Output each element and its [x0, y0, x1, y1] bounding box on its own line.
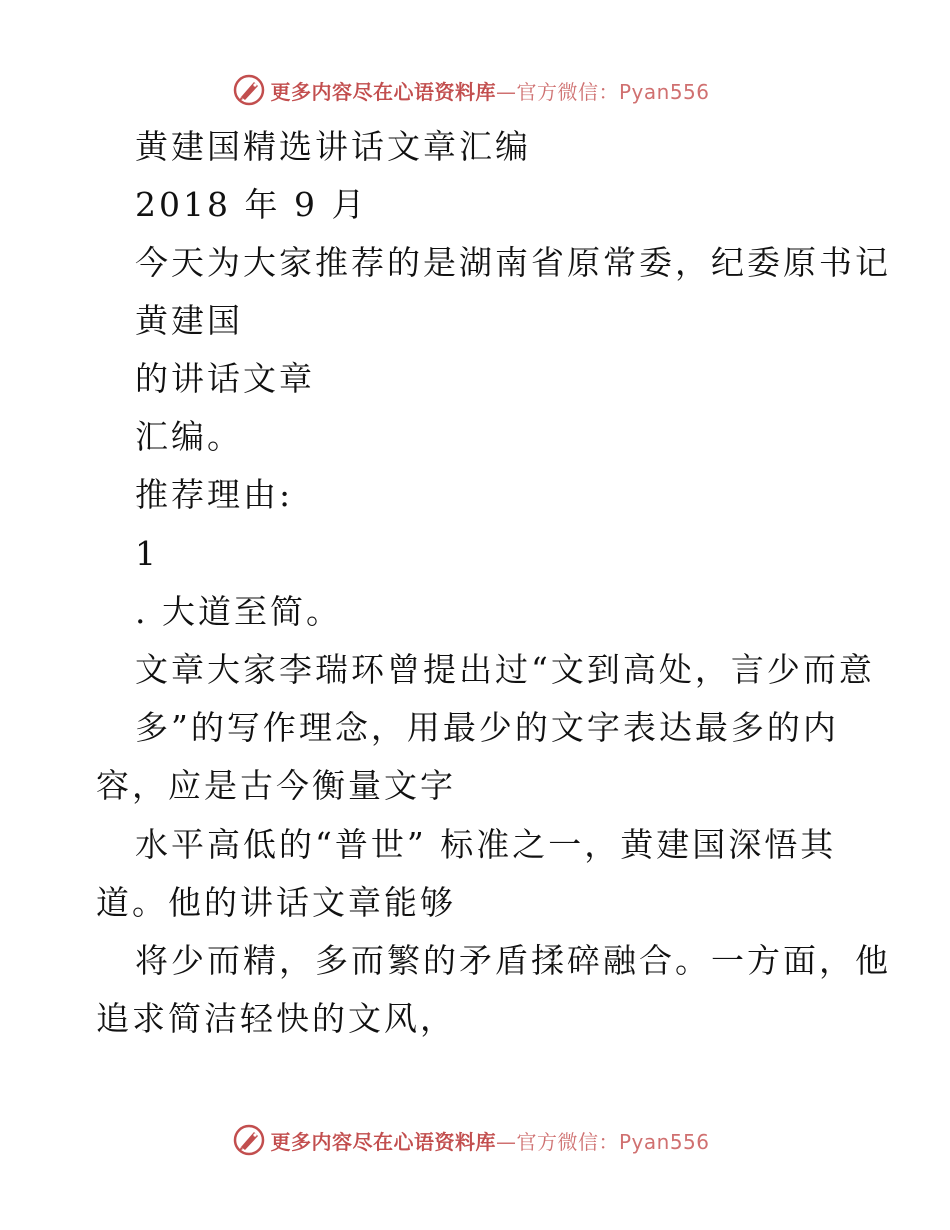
doc-line-point: . 大道至简。	[135, 592, 342, 631]
doc-paragraph-line: 道。他的讲话文章能够	[96, 883, 456, 922]
doc-paragraph-line: 将少而精，多而繁的矛盾揉碎融合。一方面，他	[135, 941, 891, 980]
doc-paragraph-line: 文章大家李瑞环曾提出过“文到高处，言少而意	[135, 650, 875, 689]
header-watermark-official: 官方微信：	[516, 79, 619, 104]
footer-watermark-dash: —	[495, 1129, 517, 1154]
footer-watermark-text	[270, 1126, 709, 1155]
doc-title: 黄建国精选讲话文章汇编	[135, 127, 531, 166]
pen-nib-logo-icon	[232, 1123, 266, 1157]
header-watermark-wechat-id: Pyan556	[618, 79, 710, 104]
doc-paragraph-line: 追求简洁轻快的文风，	[96, 999, 456, 1038]
footer-watermark-group	[232, 1123, 709, 1157]
doc-line-number: 1	[135, 534, 159, 573]
doc-date: 2018 年 9 月	[135, 185, 368, 224]
footer-watermark-main: 更多内容尽在心语资料库	[270, 1129, 496, 1154]
doc-line-intro: 今天为大家推荐的是湖南省原常委，纪委原书记	[135, 243, 891, 282]
footer-watermark-banner	[0, 1120, 950, 1160]
doc-paragraph-line: 容，应是古今衡量文字	[96, 766, 456, 805]
header-watermark-main: 更多内容尽在心语资料库	[270, 79, 496, 104]
doc-line-name: 黄建国	[135, 301, 243, 340]
doc-line-reason-heading: 推荐理由:	[135, 475, 294, 514]
doc-line-compile: 汇编。	[135, 417, 243, 456]
footer-watermark-wechat-id: Pyan556	[618, 1129, 710, 1154]
footer-watermark-official: 官方微信：	[516, 1129, 619, 1154]
doc-paragraph-line: 水平高低的“普世” 标准之一，黄建国深悟其	[135, 825, 837, 864]
doc-line-speech: 的讲话文章	[135, 359, 315, 398]
doc-paragraph-line: 多”的写作理念，用最少的文字表达最多的内	[135, 708, 839, 747]
header-watermark-dash: —	[495, 79, 517, 104]
